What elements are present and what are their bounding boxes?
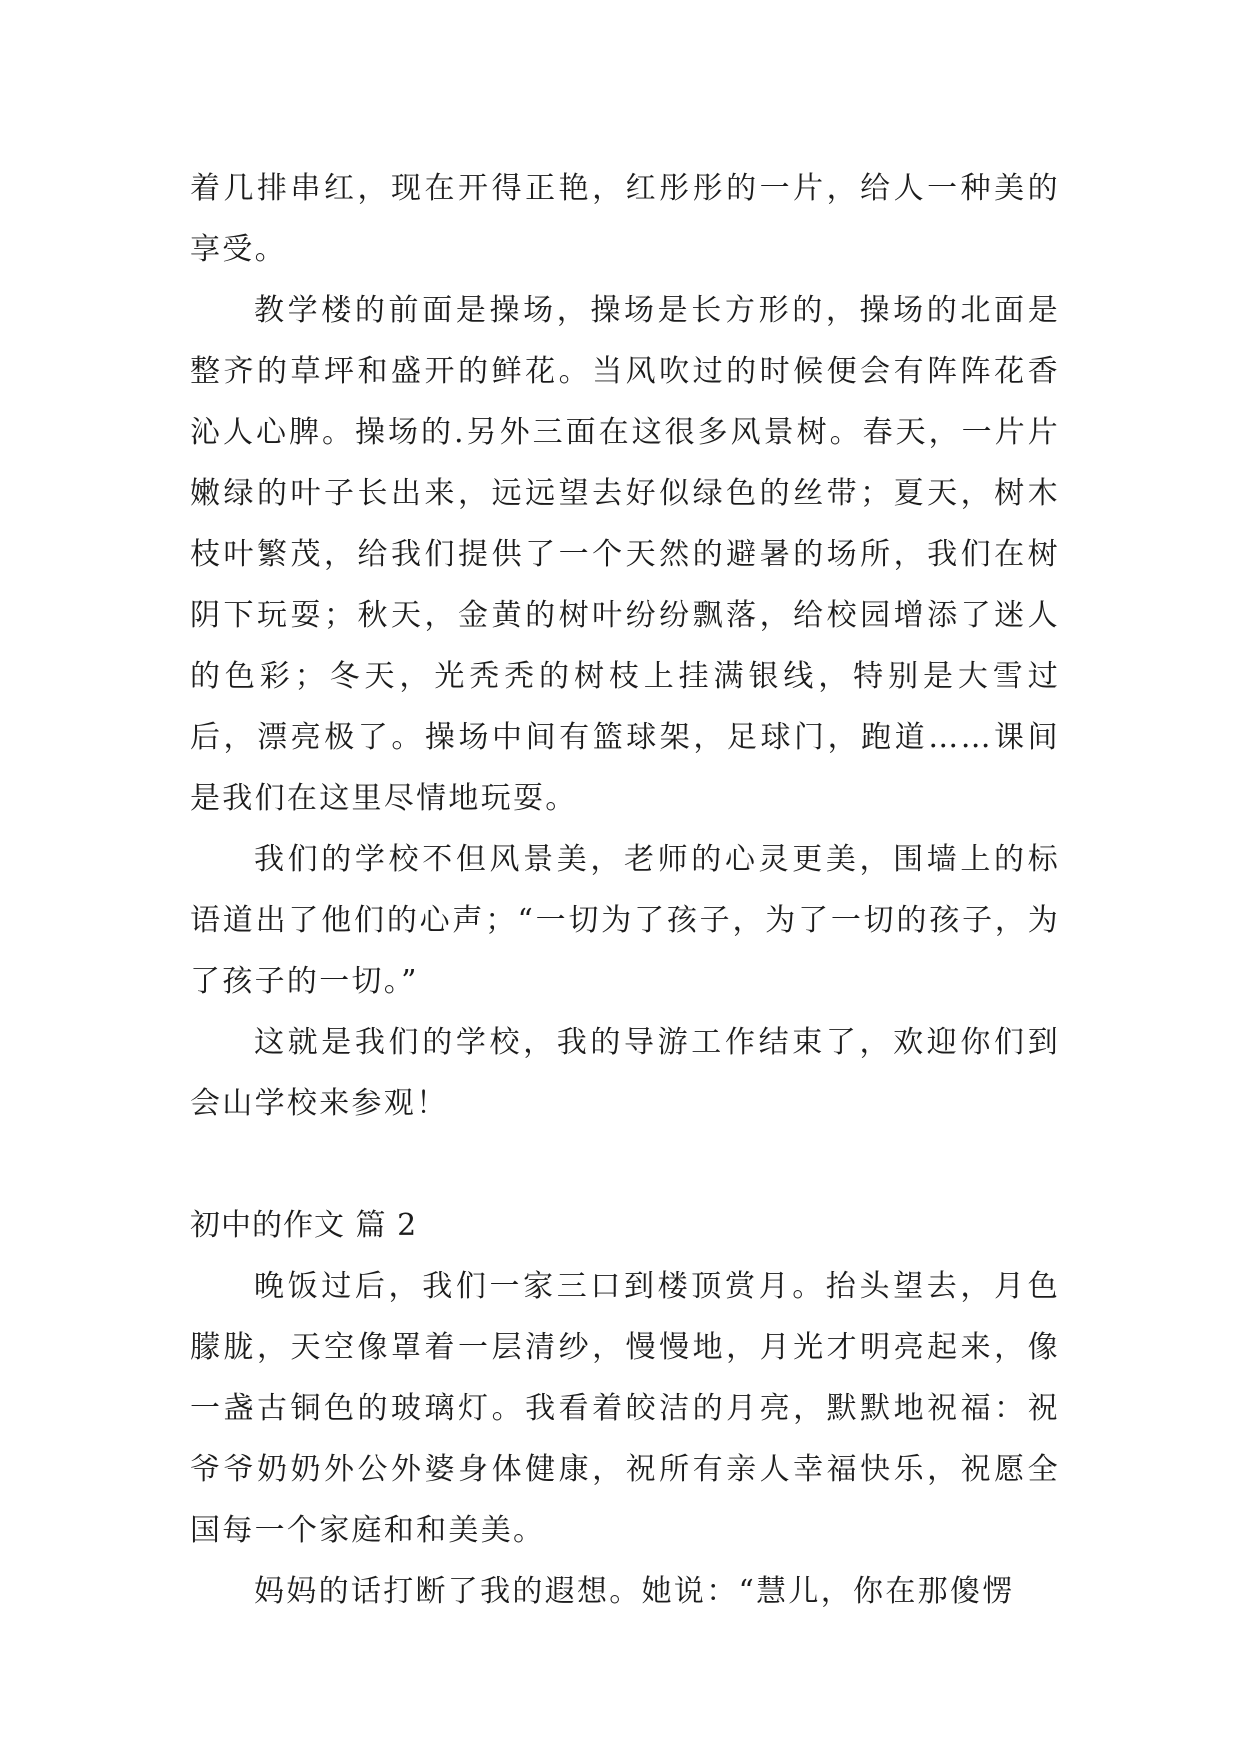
paragraph-mother: 妈妈的话打断了我的遐想。她说：“慧儿，你在那傻愣: [254, 1574, 1015, 1609]
paragraph-closing: 这就是我们的学校，我的导游工作结束了，欢迎你们到会山学校来参观！: [190, 1025, 1060, 1121]
paragraph-continued: 着几排串红，现在开得正艳，红彤彤的一片，给人一种美的享受。: [190, 171, 1060, 267]
paragraph-teachers: 我们的学校不但风景美，老师的心灵更美，围墙上的标语道出了他们的心声；“一切为了孩子，为了一切的孩子，为了孩子的一切。”: [190, 842, 1060, 999]
section-heading: 初中的作文 篇 2: [190, 1208, 418, 1243]
paragraph-playground: 教学楼的前面是操场，操场是长方形的，操场的北面是整齐的草坪和盛开的鲜花。当风吹过的时候便会有阵阵花香沁人心脾。操场的.另外三面在这很多风景树。春天，一片片嫩绿的叶子长出来，远远望去好似绿色的丝带；夏天，树木枝叶繁茂，给我们提供了一个天然的避暑的场所，我们在树阴下玩耍；秋天，金黄的树叶纷纷飘落，给校园增添了迷人的色彩；冬天，光秃秃的树枝上挂满银线，特别是大雪过后，漂亮极了。操场中间有篮球架，足球门，跑道……课间是我们在这里尽情地玩耍。: [190, 293, 1060, 816]
document-body: [190, 158, 1060, 1622]
paragraph-moon-viewing: 晚饭过后，我们一家三口到楼顶赏月。抬头望去，月色朦胧，天空像罩着一层清纱，慢慢地，月光才明亮起来，像一盏古铜色的玻璃灯。我看着皎洁的月亮，默默地祝福：祝爷爷奶奶外公外婆身体健康，祝所有亲人幸福快乐，祝愿全国每一个家庭和和美美。: [190, 1269, 1060, 1548]
section-spacer: [190, 1134, 1060, 1195]
